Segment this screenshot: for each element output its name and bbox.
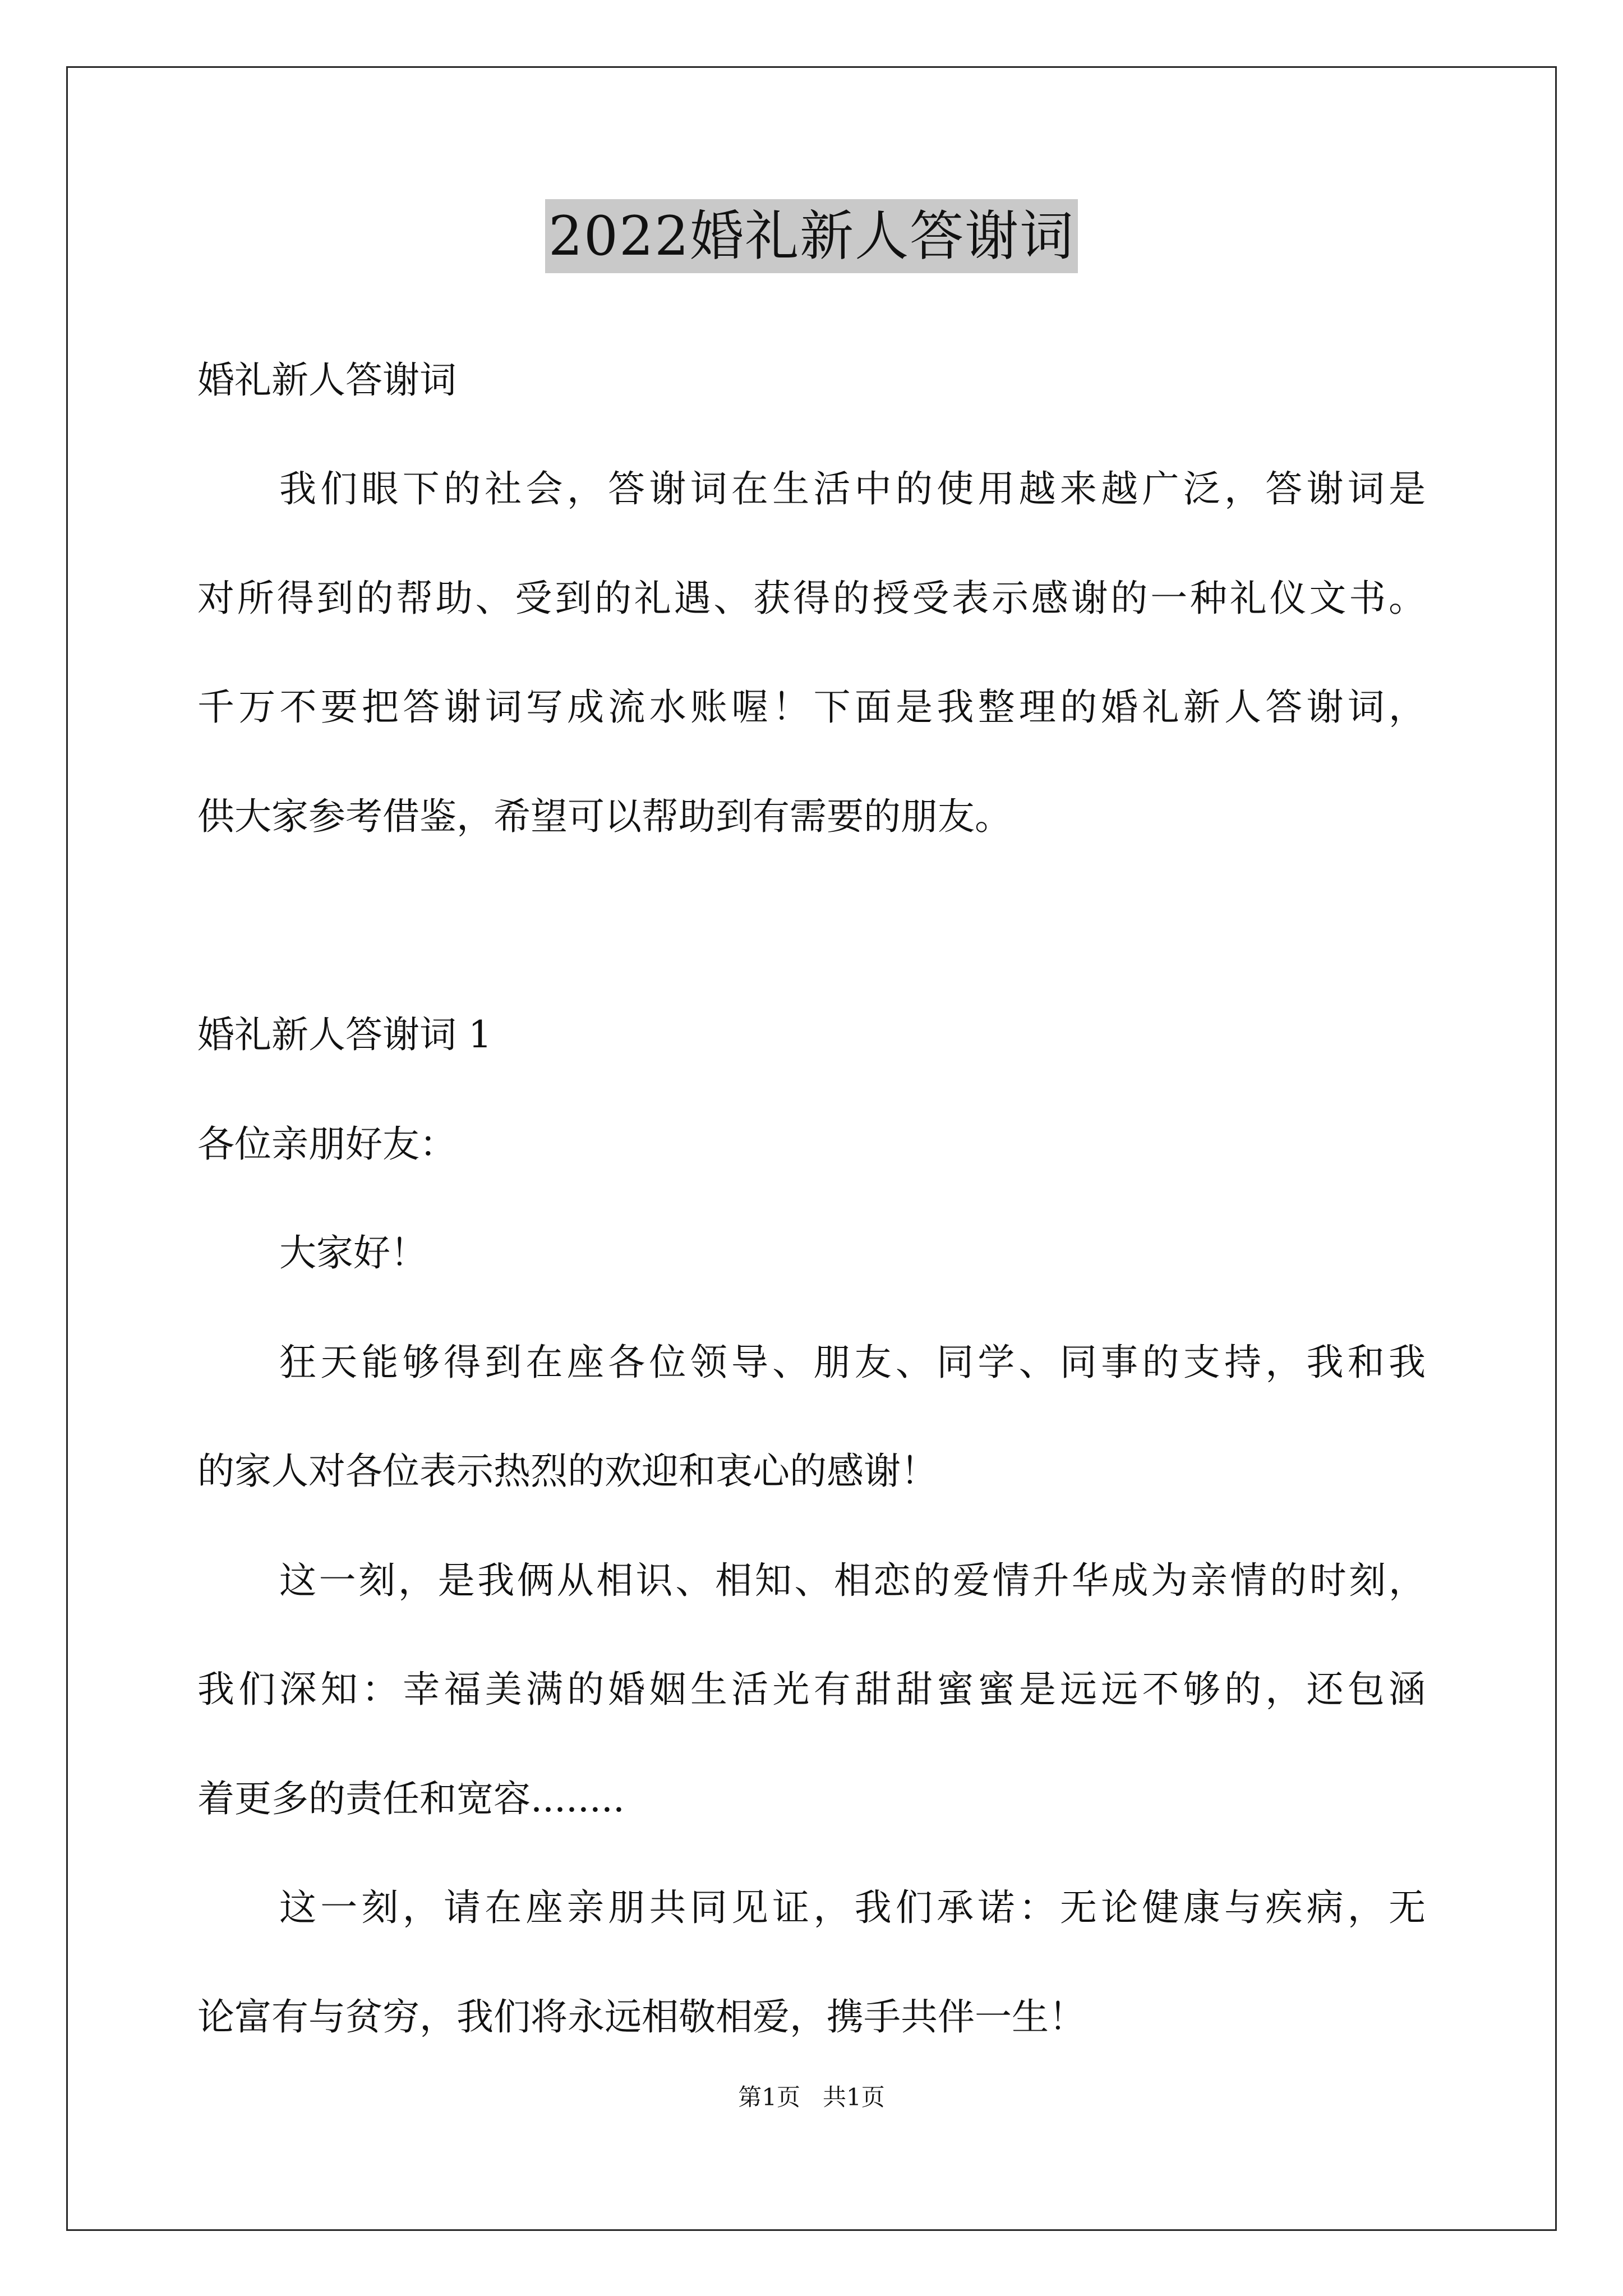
body-line: 的家人对各位表示热烈的欢迎和衷心的感谢！ — [197, 1450, 938, 1493]
body-line: 论富有与贫穷，我们将永远相敬相爱，携手共伴一生！ — [197, 1995, 1086, 2039]
body-line: 这一刻，请在座亲朋共同见证，我们承诺：无论健康与疾病，无 — [279, 1886, 1426, 1929]
document-title: 2022婚礼新人答谢词 — [545, 199, 1078, 273]
body-line: 我们深知：幸福美满的婚姻生活光有甜甜蜜蜜是远远不够的，还包涵 — [197, 1668, 1426, 1711]
intro-line: 供大家参考借鉴，希望可以帮助到有需要的朋友。 — [197, 795, 1012, 838]
salutation: 各位亲朋好友： — [197, 1122, 457, 1166]
intro-line: 我们眼下的社会，答谢词在生活中的使用越来越广泛，答谢词是 — [279, 467, 1426, 510]
section-heading: 婚礼新人答谢词 1 — [197, 1013, 492, 1056]
page-footer: 第1页 共1页 — [738, 2083, 885, 2111]
intro-line: 千万不要把答谢词写成流水账喔！下面是我整理的婚礼新人答谢词， — [197, 685, 1426, 729]
title-container — [0, 199, 1623, 273]
document-subtitle: 婚礼新人答谢词 — [197, 358, 457, 402]
greeting: 大家好！ — [279, 1231, 427, 1274]
body-line: 狂天能够得到在座各位领导、朋友、同学、同事的支持，我和我 — [279, 1341, 1426, 1384]
intro-line: 对所得到的帮助、受到的礼遇、获得的授受表示感谢的一种礼仪文书。 — [197, 577, 1426, 620]
body-line: 这一刻，是我俩从相识、相知、相恋的爱情升华成为亲情的时刻， — [279, 1559, 1426, 1602]
body-line: 着更多的责任和宽容........ — [197, 1777, 625, 1820]
